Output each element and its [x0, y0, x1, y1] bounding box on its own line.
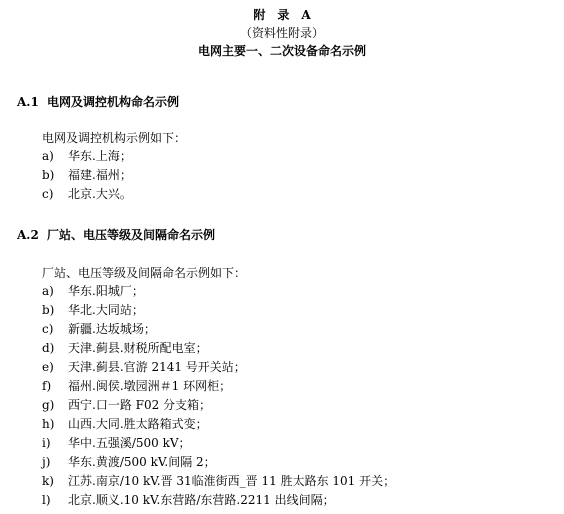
list-item	[42, 473, 395, 489]
list-marker: i)	[42, 436, 51, 450]
list-text: 天津.蓟县.官游 2141 号开关站；	[68, 360, 246, 374]
section-a1-heading	[17, 93, 179, 110]
list-text: 福州.闽侯.墩园洲＃1 环网柜；	[68, 379, 232, 393]
list-marker: e)	[42, 360, 54, 374]
list-text: 北京.大兴。	[68, 187, 132, 201]
list-marker: g)	[42, 398, 55, 412]
appendix-subtitle: （资料性附录）	[239, 26, 324, 40]
list-item	[42, 340, 208, 356]
list-item	[42, 378, 231, 394]
list-text: 华北.大同站；	[68, 303, 144, 317]
list-item	[42, 167, 132, 183]
list-marker: b)	[42, 168, 55, 182]
list-text: 北京.顺义.10 kV.东营路/东营路.2211 出线间隔；	[68, 493, 335, 507]
list-marker: f)	[42, 379, 52, 393]
appendix-title: 附 录 A	[253, 8, 311, 22]
list-item	[42, 492, 335, 508]
list-text: 山西.大同.胜太路箱式变；	[68, 417, 208, 431]
list-marker: c)	[42, 322, 54, 336]
list-marker: a)	[42, 149, 54, 163]
list-text: 华东.黄渡/500 kV.间隔 2；	[68, 455, 216, 469]
list-text: 华东.阳城厂；	[68, 284, 144, 298]
list-text: 华中.五强溪/500 kV；	[68, 436, 191, 450]
list-text: 福建.福州；	[68, 168, 132, 182]
section-a2-heading	[17, 226, 215, 243]
list-text: 江苏.南京/10 kV.晋 31临淮街西_晋 11 胜太路东 101 开关；	[68, 474, 396, 488]
list-item	[42, 283, 144, 299]
list-item	[42, 435, 191, 451]
list-item	[42, 416, 208, 432]
section-a1-intro: 电网及调控机构示例如下：	[42, 131, 187, 145]
list-marker: j)	[42, 455, 51, 469]
appendix-heading: 电网主要一、二次设备命名示例	[197, 44, 366, 58]
list-text: 华东.上海；	[68, 149, 132, 163]
section-number: A.1	[17, 95, 39, 109]
list-item	[42, 302, 144, 318]
list-item	[42, 397, 211, 413]
list-marker: a)	[42, 284, 54, 298]
list-item	[42, 186, 132, 202]
list-text: 天津.蓟县.财税所配电室；	[68, 341, 208, 355]
list-text: 西宁.口一路 F02 分支箱；	[68, 398, 212, 412]
list-marker: b)	[42, 303, 55, 317]
list-item	[42, 454, 216, 470]
list-text: 新疆.达坂城场；	[68, 322, 156, 336]
section-number: A.2	[17, 228, 39, 242]
section-title: 电网及调控机构命名示例	[47, 95, 180, 109]
list-marker: l)	[42, 493, 51, 507]
section-title: 厂站、电压等级及间隔命名示例	[47, 228, 216, 242]
list-marker: d)	[42, 341, 55, 355]
list-marker: c)	[42, 187, 54, 201]
list-item	[42, 148, 132, 164]
list-item	[42, 359, 246, 375]
list-marker: h)	[42, 417, 55, 431]
list-item	[42, 321, 156, 337]
section-a2-intro: 厂站、电压等级及间隔命名示例如下：	[42, 266, 247, 280]
list-marker: k)	[42, 474, 54, 488]
